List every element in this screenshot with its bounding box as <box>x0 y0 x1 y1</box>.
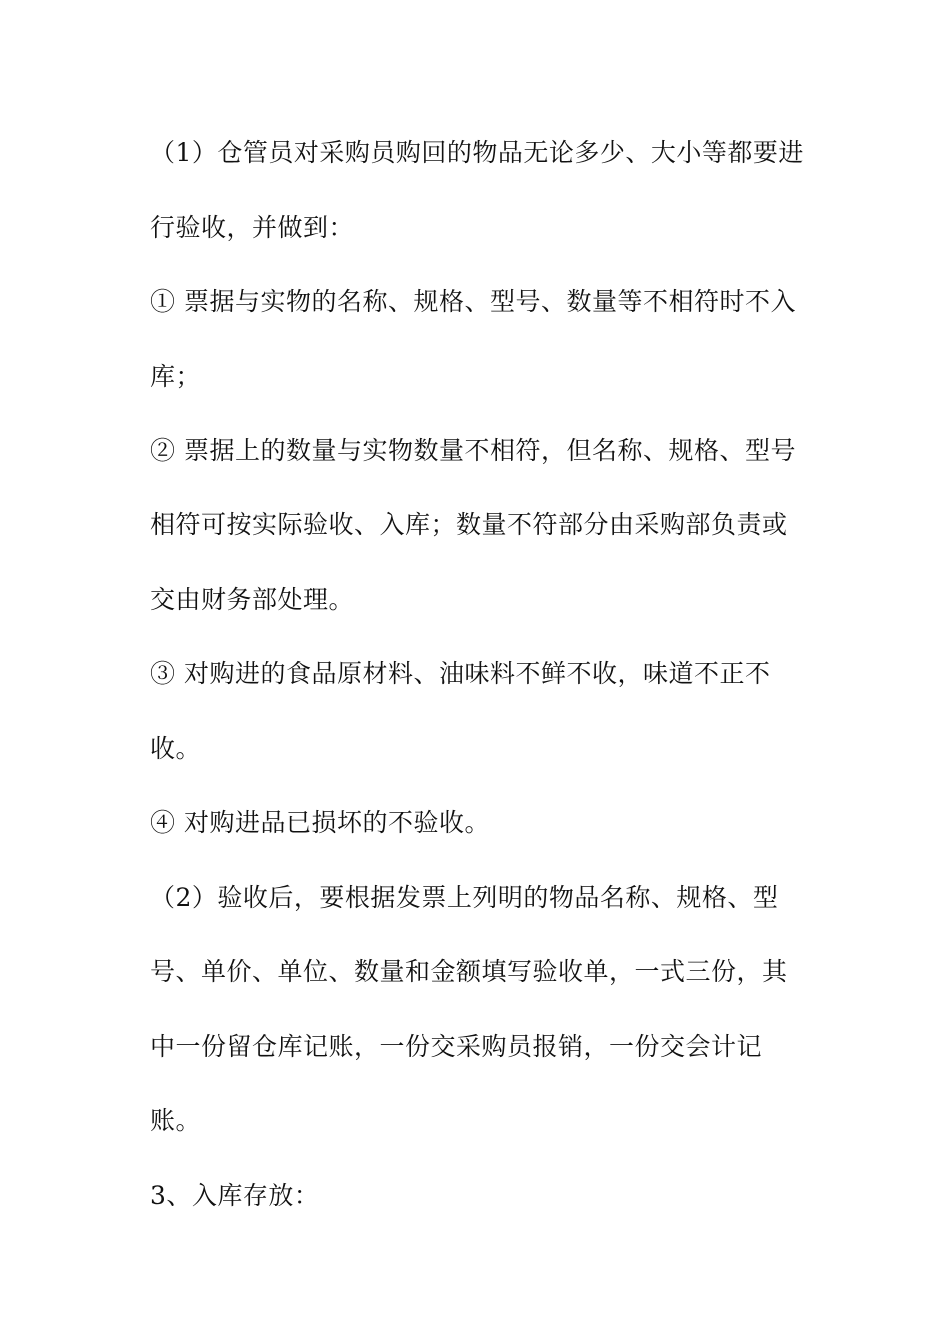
list-item-line: 库； <box>150 362 202 391</box>
paragraph-line: （2）验收后，要根据发票上列明的物品名称、规格、型 <box>150 883 779 912</box>
paragraph-line: 号、单价、单位、数量和金额填写验收单，一式三份，其 <box>150 957 788 986</box>
list-item-line: 交由财务部处理。 <box>150 585 355 614</box>
list-item-line: ③ 对购进的食品原材料、油味料不鲜不收，味道不正不 <box>150 659 771 688</box>
paragraph-line: 中一份留仓库记账，一份交采购员报销，一份交会计记 <box>150 1032 763 1061</box>
paragraph-line: （1）仓管员对采购员购回的物品无论多少、大小等都要进 <box>150 138 804 167</box>
paragraph-line: 行验收，并做到： <box>150 213 355 242</box>
section-heading: 3、入库存放： <box>150 1181 320 1210</box>
list-item-line: 收。 <box>150 734 202 763</box>
list-item-line: ② 票据上的数量与实物数量不相符，但名称、规格、型号 <box>150 436 796 465</box>
list-item-line: ④ 对购进品已损坏的不验收。 <box>150 808 490 837</box>
list-item-line: 相符可按实际验收、入库；数量不符部分由采购部负责或 <box>150 510 788 539</box>
list-item-line: ① 票据与实物的名称、规格、型号、数量等不相符时不入 <box>150 287 796 316</box>
paragraph-line: 账。 <box>150 1106 202 1135</box>
